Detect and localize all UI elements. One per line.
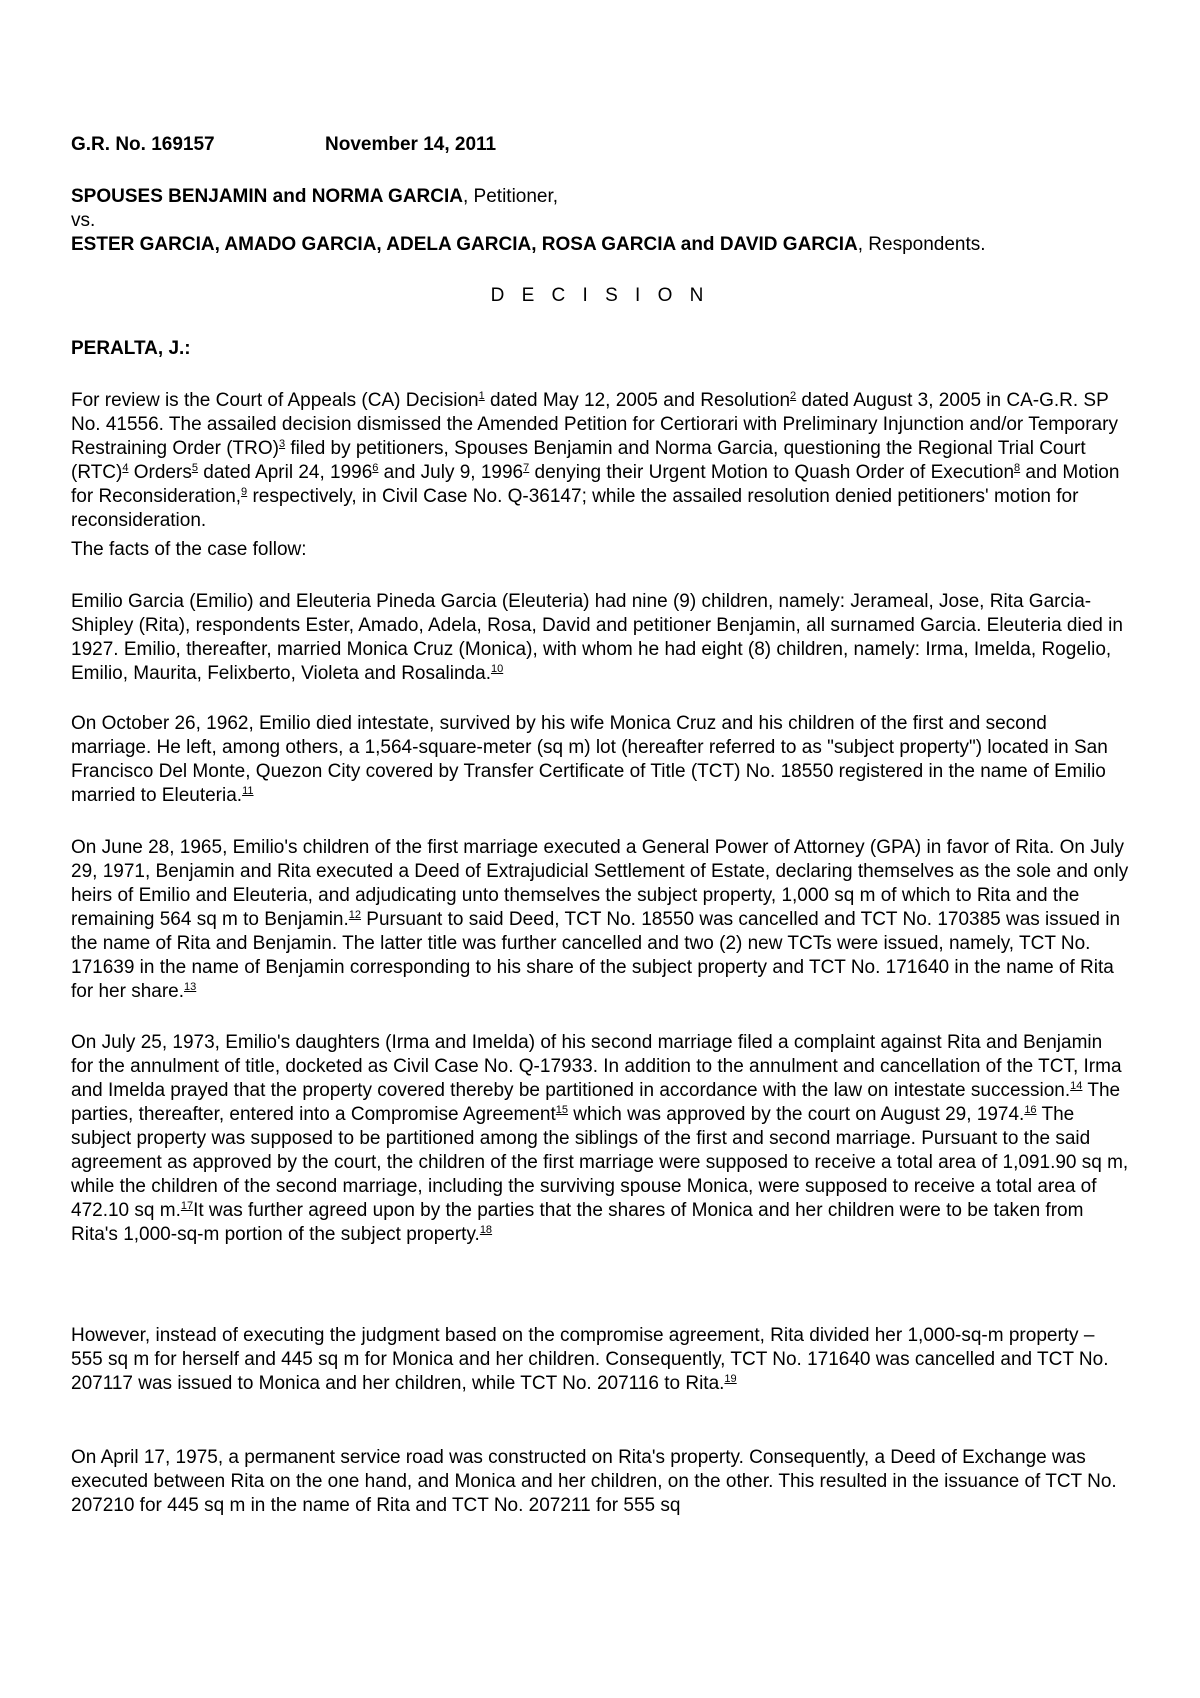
case-date: November 14, 2011 [325, 134, 497, 155]
text-run: filed by petitioners, Spouses Benjamin and Norma Garcia, questioning the Regional Trial Court (RTC) [71, 438, 1086, 483]
case-number: G.R. No. 169157 [71, 134, 215, 155]
text-run: denying their Urgent Motion to Quash Order of Execution [529, 462, 1015, 483]
paragraph-1 [71, 389, 1129, 533]
text-run: On June 28, 1965, Emilio's children of the first marriage executed a General Power of Attorney (GPA) in favor of Rita. On July 29, 1971, Benjamin and Rita executed a Deed of Extrajudicial Settlement of Estate, declaring themselves as the sole and only heirs of Emilio and Eleuteria, and adjudicating unto themselves the subject property, 1,000 sq m of which to Rita and the remaining 564 sq m to Benjamin. [71, 837, 1129, 930]
respondents-names: ESTER GARCIA, AMADO GARCIA, ADELA GARCIA, ROSA GARCIA and DAVID GARCIA [71, 234, 858, 255]
footnote-ref-2[interactable]: 2 [790, 390, 797, 402]
text-run: dated August 3, 2005 in CA-G.R. SP No. 41556. The assailed decision dismissed the Amended Petition for Certiorari with Preliminary Injunction and/or Temporary Restraining Order (TRO) [71, 390, 1118, 459]
paragraph-3 [71, 590, 1129, 686]
footnote-ref-19[interactable]: 19 [724, 1373, 737, 1385]
text-run: and July 9, 1996 [378, 462, 524, 483]
text-run: The subject property was supposed to be partitioned among the siblings of the first and second marriage. Pursuant to the said agreement as approved by the court, the children of the first marriage were supposed to receive a total area of 1,091.90 sq m, while the children of the second marriage, including the surviving spouse Monica, were supposed to receive a total area of 472.10 sq m. [71, 1104, 1129, 1221]
footnote-ref-14[interactable]: 14 [1070, 1080, 1083, 1092]
footnote-ref-18[interactable]: 18 [479, 1224, 493, 1236]
text-run: dated April 24, 1996 [197, 462, 373, 483]
footnote-ref-16[interactable]: 16 [1024, 1104, 1037, 1116]
text-run: It was further agreed upon by the parties that the shares of Monica and her children were to be taken from Rita's 1,000-sq-m portion of the subject property. [71, 1200, 1084, 1245]
footnote-ref-7[interactable]: 7 [523, 462, 530, 474]
text-run: which was approved by the court on August 29, 1974. [568, 1104, 1025, 1125]
text-run: Pursuant to said Deed, TCT No. 18550 was cancelled and TCT No. 170385 was issued in the name of Rita and Benjamin. The latter title was further cancelled and two (2) new TCTs were issued, namely, TCT No. 171639 in the name of Benjamin corresponding to his share of the subject property and TCT No. 171640 in the name of Rita for her share. [71, 909, 1121, 1002]
footnote-ref-15[interactable]: 15 [555, 1104, 569, 1116]
paragraph-5 [71, 836, 1129, 1004]
petitioners-line [71, 185, 558, 209]
text-run: and Motion for Reconsideration, [71, 462, 1120, 507]
footnote-ref-9[interactable]: 9 [241, 486, 248, 498]
footnote-ref-8[interactable]: 8 [1014, 462, 1021, 474]
paragraph-6 [71, 1031, 1129, 1247]
text-run: Orders [128, 462, 192, 483]
footnote-ref-4[interactable]: 4 [122, 462, 129, 474]
versus-label: vs. [71, 210, 96, 231]
footnote-ref-3[interactable]: 3 [279, 438, 286, 450]
paragraph-4 [71, 712, 1129, 808]
footnote-ref-1[interactable]: 1 [478, 390, 485, 402]
text-run: However, instead of executing the judgment based on the compromise agreement, Rita divided her 1,000-sq-m property – 555 sq m for herself and 445 sq m for Monica and her children. Consequently, TCT No. 171640 was cancelled and TCT No. 207117 was issued to Monica and her children, while TCT No. 207116 to Rita. [71, 1325, 1109, 1394]
text-run: On July 25, 1973, Emilio's daughters (Irma and Imelda) of his second marriage filed a complaint against Rita and Benjamin for the annulment of title, docketed as Civil Case No. Q-17933. In addition to the annulment and cancellation of the TCT, Irma and Imelda prayed that the property covered thereby be partitioned in accordance with the law on intestate succession. [71, 1032, 1122, 1101]
text-run: dated May 12, 2005 and Resolution [484, 390, 791, 411]
paragraph-2: The facts of the case follow: [71, 539, 307, 560]
decision-heading: D E C I S I O N [490, 285, 710, 306]
footnote-ref-11[interactable]: 11 [242, 785, 254, 797]
respondents-line [71, 233, 986, 257]
text-run: On October 26, 1962, Emilio died intestate, survived by his wife Monica Cruz and his children of the first and second marriage. He left, among others, a 1,564-square-meter (sq m) lot (hereafter referred to as "subject property") located in San Francisco Del Monte, Quezon City covered by Transfer Certificate of Title (TCT) No. 18550 registered in the name of Emilio married to Eleuteria. [71, 713, 1108, 806]
footnote-ref-5[interactable]: 5 [191, 462, 198, 474]
text-run: The parties, thereafter, entered into a Compromise Agreement [71, 1080, 1121, 1125]
footnote-ref-13[interactable]: 13 [184, 981, 197, 993]
petitioner-role: , Petitioner, [463, 186, 559, 207]
text-run: respectively, in Civil Case No. Q-36147; while the assailed resolution denied petitioners' motion for reconsideration. [71, 486, 1079, 531]
footnote-ref-12[interactable]: 12 [348, 909, 362, 921]
ponente: PERALTA, J.: [71, 338, 191, 359]
text-run: For review is the Court of Appeals (CA) Decision [71, 390, 479, 411]
footnote-ref-10[interactable]: 10 [490, 663, 504, 675]
footnote-ref-6[interactable]: 6 [372, 462, 379, 474]
respondent-role: , Respondents. [857, 234, 986, 255]
petitioners-names: SPOUSES BENJAMIN and NORMA GARCIA [71, 186, 463, 207]
paragraph-8: On April 17, 1975, a permanent service road was constructed on Rita's property. Consequently, a Deed of Exchange was executed between Rita on the one hand, and Monica and her children, on the other. This resulted in the issuance of TCT No. 207210 for 445 sq m in the name of Rita and TCT No. 207211 for 555 sq [71, 1447, 1117, 1516]
footnote-ref-17[interactable]: 17 [180, 1200, 194, 1212]
text-run: Emilio Garcia (Emilio) and Eleuteria Pineda Garcia (Eleuteria) had nine (9) children, namely: Jerameal, Jose, Rita Garcia-Shipley (Rita), respondents Ester, Amado, Adela, Rosa, David and petitioner Benjamin, all surnamed Garcia. Eleuteria died in 1927. Emilio, thereafter, married Monica Cruz (Monica), with whom he had eight (8) children, namely: Irma, Imelda, Rogelio, Emilio, Maurita, Felixberto, Violeta and Rosalinda. [71, 591, 1123, 684]
paragraph-7 [71, 1324, 1129, 1396]
